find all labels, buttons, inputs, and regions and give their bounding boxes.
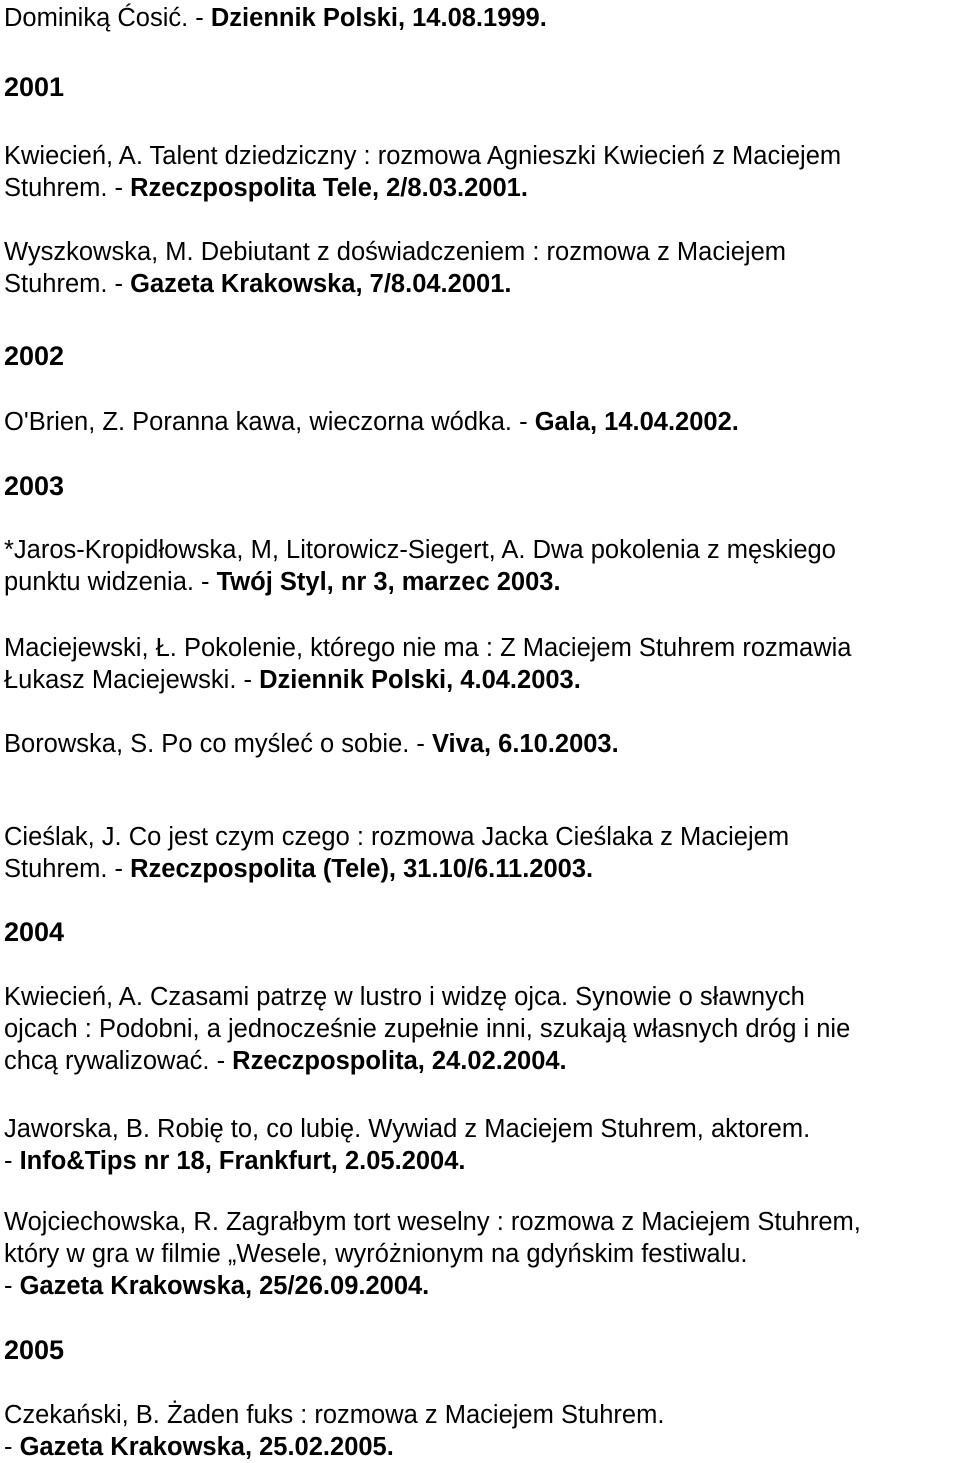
year-heading-2005: 2005 (4, 1335, 65, 1365)
bibliography-entry: *Jaros-Kropidłowska, M, Litorowicz-Siegert, A. Dwa pokolenia z męskiego punktu widzenia. - Twój Styl, nr 3, marzec 2003. (4, 536, 836, 596)
bibliography-entry: Jaworska, B. Robię to, co lubię. Wywiad z Maciejem Stuhrem, aktorem. - Info&Tips nr 18, Frankfurt, 2.05.2004. (4, 1115, 811, 1175)
bibliography-entry: Wojciechowska, R. Zagrałbym tort weselny : rozmowa z Maciejem Stuhrem, który w gra w filmie „Wesele, wyróżnionym na gdyńskim festiwalu. - Gazeta Krakowska, 25/26.09.2004. (4, 1208, 861, 1300)
bibliography-entry: Czekański, B. Żaden fuks : rozmowa z Maciejem Stuhrem. - Gazeta Krakowska, 25.02.2005. (4, 1401, 665, 1461)
year-heading-2002: 2002 (4, 341, 65, 371)
bibliography-entry: Dominiką Ćosić. - Dziennik Polski, 14.08.1999. (4, 4, 547, 32)
bibliography-entry: Maciejewski, Ł. Pokolenie, którego nie ma : Z Maciejem Stuhrem rozmawia Łukasz Maciejewski. - Dziennik Polski, 4.04.2003. (4, 634, 852, 694)
year-heading-2003: 2003 (4, 471, 65, 501)
bibliography-entry: Cieślak, J. Co jest czym czego : rozmowa Jacka Cieślaka z Maciejem Stuhrem. - Rzeczpospolita (Tele), 31.10/6.11.2003. (4, 823, 790, 883)
bibliography-entry: Kwiecień, A. Czasami patrzę w lustro i widzę ojca. Synowie o sławnych ojcach : Podobni, a jednocześnie zupełnie inni, szukają własnych dróg i nie chcą rywalizować. - Rzeczpospolita, 24.02.2004. (4, 983, 851, 1075)
bibliography-entry: O'Brien, Z. Poranna kawa, wieczorna wódka. - Gala, 14.04.2002. (4, 408, 739, 436)
year-heading-2001: 2001 (4, 72, 65, 102)
year-heading-2004: 2004 (4, 917, 65, 947)
bibliography-entry: Wyszkowska, M. Debiutant z doświadczeniem : rozmowa z Maciejem Stuhrem. - Gazeta Krakowska, 7/8.04.2001. (4, 238, 787, 298)
bibliography-entry: Borowska, S. Po co myśleć o sobie. - Viva, 6.10.2003. (4, 730, 619, 758)
bibliography-entry: Kwiecień, A. Talent dziedziczny : rozmowa Agnieszki Kwiecień z Maciejem Stuhrem. - Rzeczpospolita Tele, 2/8.03.2001. (4, 142, 842, 202)
